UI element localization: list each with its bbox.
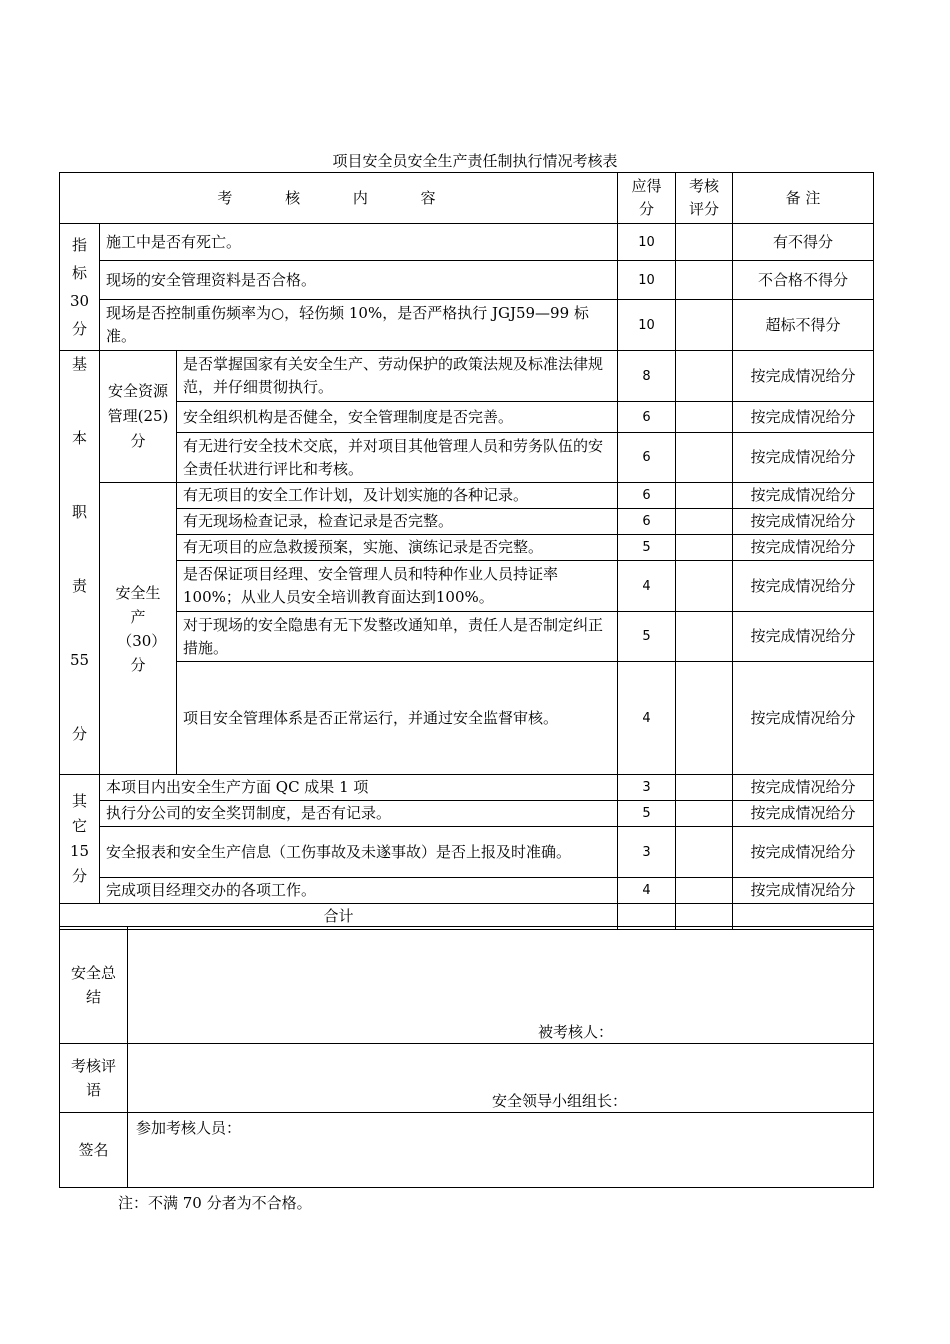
row-score: 5 bbox=[618, 535, 676, 561]
row-content: 是否掌握国家有关安全生产、劳动保护的政策法规及标准法律规范，并仔细贯彻执行。 bbox=[177, 351, 618, 402]
signature-row bbox=[60, 1113, 874, 1188]
table-row bbox=[60, 878, 874, 904]
table-row bbox=[60, 662, 874, 775]
row-eval[interactable] bbox=[676, 535, 733, 561]
header-row bbox=[60, 173, 874, 224]
row-eval[interactable] bbox=[676, 561, 733, 612]
table-row bbox=[60, 433, 874, 483]
row-eval[interactable] bbox=[676, 878, 733, 904]
row-score: 3 bbox=[618, 775, 676, 801]
row-content: 安全组织机构是否健全，安全管理制度是否完善。 bbox=[177, 402, 618, 433]
row-score: 6 bbox=[618, 402, 676, 433]
row-remark: 按完成情况给分 bbox=[733, 561, 874, 612]
table-row bbox=[60, 561, 874, 612]
row-remark: 按完成情况给分 bbox=[733, 827, 874, 878]
row-score: 10 bbox=[618, 224, 676, 261]
table-row bbox=[60, 775, 874, 801]
row-eval[interactable] bbox=[676, 351, 733, 402]
row-score: 5 bbox=[618, 801, 676, 827]
row-score: 3 bbox=[618, 827, 676, 878]
header-score-should: 应得分 bbox=[618, 173, 676, 224]
row-remark: 按完成情况给分 bbox=[733, 612, 874, 662]
row-remark: 按完成情况给分 bbox=[733, 775, 874, 801]
row-content: 现场是否控制重伤频率为○，轻伤频 10%，是否严格执行 JGJ59—99 标准。 bbox=[100, 300, 618, 351]
row-remark: 按完成情况给分 bbox=[733, 433, 874, 483]
row-score: 6 bbox=[618, 433, 676, 483]
table-row bbox=[60, 483, 874, 509]
table-row bbox=[60, 827, 874, 878]
comment-row bbox=[60, 1044, 874, 1113]
row-content: 是否保证项目经理、安全管理人员和特种作业人员持证率100%；从业人员安全培训教育面达到100%。 bbox=[177, 561, 618, 612]
header-remark: 备 注 bbox=[733, 173, 874, 224]
row-content: 有无现场检查记录，检查记录是否完整。 bbox=[177, 509, 618, 535]
table-row bbox=[60, 509, 874, 535]
row-content: 有无项目的应急救援预案，实施、演练记录是否完整。 bbox=[177, 535, 618, 561]
row-remark: 按完成情况给分 bbox=[733, 402, 874, 433]
row-score: 6 bbox=[618, 509, 676, 535]
table-row bbox=[60, 801, 874, 827]
signature-label: 签名 bbox=[60, 1113, 128, 1188]
row-eval[interactable] bbox=[676, 402, 733, 433]
row-eval[interactable] bbox=[676, 224, 733, 261]
table-row bbox=[60, 224, 874, 261]
row-content: 有无项目的安全工作计划，及计划实施的各种记录。 bbox=[177, 483, 618, 509]
row-content: 施工中是否有死亡。 bbox=[100, 224, 618, 261]
row-content: 本项目内出安全生产方面 QC 成果 1 项 bbox=[100, 775, 618, 801]
row-score: 10 bbox=[618, 261, 676, 300]
header-content: 考 核 内 容 bbox=[60, 173, 618, 224]
row-content: 有无进行安全技术交底，并对项目其他管理人员和劳务队伍的安全责任状进行评比和考核。 bbox=[177, 433, 618, 483]
row-content: 安全报表和安全生产信息（工伤事故及未遂事故）是否上报及时准确。 bbox=[100, 827, 618, 878]
row-eval[interactable] bbox=[676, 662, 733, 775]
row-eval[interactable] bbox=[676, 433, 733, 483]
total-label: 合计 bbox=[60, 904, 618, 930]
table-row bbox=[60, 402, 874, 433]
row-score: 5 bbox=[618, 612, 676, 662]
summary-signer: 被考核人： bbox=[538, 1023, 614, 1041]
row-content: 对于现场的安全隐患有无下发整改通知单，责任人是否制定纠正措施。 bbox=[177, 612, 618, 662]
row-remark: 按完成情况给分 bbox=[733, 509, 874, 535]
table-row bbox=[60, 261, 874, 300]
row-remark: 有不得分 bbox=[733, 224, 874, 261]
row-score: 4 bbox=[618, 878, 676, 904]
comment-area[interactable] bbox=[128, 1044, 874, 1113]
row-content: 项目安全管理体系是否正常运行，并通过安全监督审核。 bbox=[177, 662, 618, 775]
row-content: 执行分公司的安全奖罚制度，是否有记录。 bbox=[100, 801, 618, 827]
table-row bbox=[60, 300, 874, 351]
row-score: 4 bbox=[618, 662, 676, 775]
section-label-index: 指 标 30 分 bbox=[60, 224, 100, 351]
row-eval[interactable] bbox=[676, 612, 733, 662]
row-score: 6 bbox=[618, 483, 676, 509]
section-label-other: 其 它 15 分 bbox=[60, 775, 100, 904]
row-score: 8 bbox=[618, 351, 676, 402]
comment-signer: 安全领导小组组长： bbox=[492, 1092, 628, 1110]
summary-area[interactable] bbox=[128, 927, 874, 1044]
row-remark: 不合格不得分 bbox=[733, 261, 874, 300]
section-label-basic: 基 本 职 责 55 分 bbox=[60, 351, 100, 775]
table-row bbox=[60, 612, 874, 662]
table-row bbox=[60, 535, 874, 561]
footnote: 注：不满 70 分者为不合格。 bbox=[118, 1194, 312, 1212]
signature-area[interactable] bbox=[128, 1113, 874, 1188]
group-label-resource: 安全资源管理(25)分 bbox=[100, 351, 177, 483]
row-eval[interactable] bbox=[676, 827, 733, 878]
table-row bbox=[60, 351, 874, 402]
row-score: 4 bbox=[618, 561, 676, 612]
row-eval[interactable] bbox=[676, 300, 733, 351]
row-remark: 按完成情况给分 bbox=[733, 662, 874, 775]
comment-label: 考核评语 bbox=[60, 1044, 128, 1113]
row-score: 10 bbox=[618, 300, 676, 351]
group-label-production: 安全生产（30）分 bbox=[100, 483, 177, 775]
row-content: 完成项目经理交办的各项工作。 bbox=[100, 878, 618, 904]
row-eval[interactable] bbox=[676, 509, 733, 535]
row-eval[interactable] bbox=[676, 775, 733, 801]
summary-row bbox=[60, 927, 874, 1044]
row-eval[interactable] bbox=[676, 261, 733, 300]
assessment-table bbox=[59, 172, 874, 930]
row-remark: 按完成情况给分 bbox=[733, 801, 874, 827]
row-remark: 按完成情况给分 bbox=[733, 483, 874, 509]
row-eval[interactable] bbox=[676, 801, 733, 827]
row-remark: 按完成情况给分 bbox=[733, 878, 874, 904]
row-remark: 按完成情况给分 bbox=[733, 535, 874, 561]
participants-label: 参加考核人员： bbox=[136, 1119, 242, 1137]
summary-label: 安全总结 bbox=[60, 927, 128, 1044]
summary-table bbox=[59, 926, 874, 1188]
row-content: 现场的安全管理资料是否合格。 bbox=[100, 261, 618, 300]
header-score-eval: 考核评分 bbox=[676, 173, 733, 224]
row-eval[interactable] bbox=[676, 483, 733, 509]
form-title: 项目安全员安全生产责任制执行情况考核表 bbox=[332, 152, 618, 170]
row-remark: 超标不得分 bbox=[733, 300, 874, 351]
row-remark: 按完成情况给分 bbox=[733, 351, 874, 402]
